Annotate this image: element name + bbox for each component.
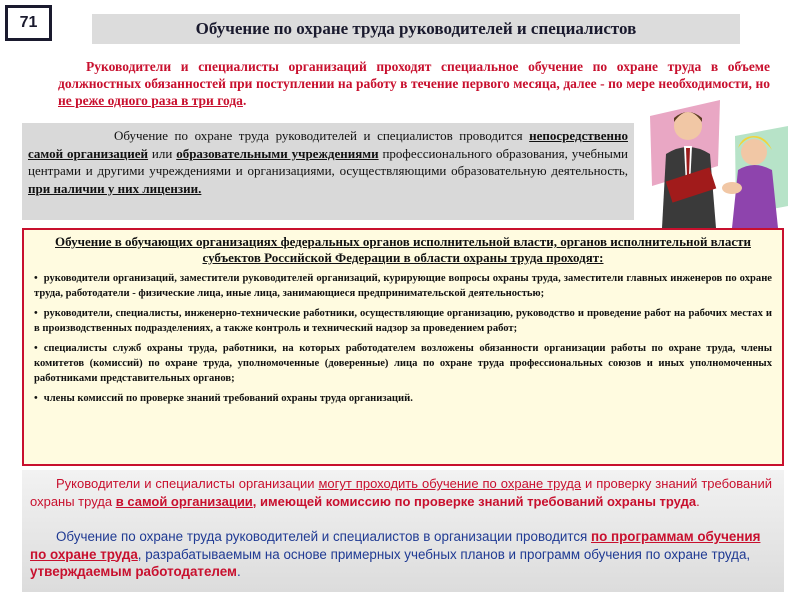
yellow-info-box [22,228,784,466]
gray-info-box [22,123,634,220]
list-item: • руководители, специалисты, инженерно-технические работники, осуществляющие организацию, руководство и проведение работ на рабочих местах и в производственных подразделениях, а также контроль и технический надзор за проведением работ; [34,307,772,336]
slide-number: 71 [5,5,52,41]
red-paragraph: Руководители и специалисты организации могут проходить обучение по охране труда и проверку знаний требований охраны труда в самой организации, имеющей комиссию по проверке знаний требований охраны труда. [30,476,772,509]
training-list [34,272,772,407]
page-title: Обучение по охране труда руководителей и специалистов [92,14,740,44]
two-people-reading-book-icon [640,96,788,228]
blue-paragraph: Обучение по охране труда руководителей и специалистов в организации проводится по программам обучения по охране труда, разрабатываемым на основе примерных учебных планов и программ обучения по охране труда, утверждаемым работодателем. [30,529,761,579]
yellow-box-heading: Обучение в обучающих организациях федеральных органов исполнительной власти, органов исполнительной власти субъектов Российской Федерации в области охраны труда проходят: [55,234,751,265]
intro-underlined: не реже одного раза в три года [58,93,243,108]
intro-paragraph: Руководители и специалисты организаций проходят специальное обучение по охране труда в объеме должностных обязанностей при поступлении на работу в течение первого месяца, далее - по мере необходимости, но не реже одного раза в три года. [58,59,770,108]
list-item: • специалисты служб охраны труда, работники, на которых работодателем возложены обязанности организации работы по охране труда, члены комитетов (комиссий) по охране труда, уполномоченные (доверенные) лица по охране труда профессиональных союзов и иных уполномоченных работниками представительных органов; [34,342,772,386]
list-item: • члены комиссий по проверке знаний требований охраны труда организаций. [34,392,772,407]
list-item: • руководители организаций, заместители руководителей организаций, курирующие вопросы охраны труда, заместители главных инженеров по охране труда, работодатели - физические лица, иные лица, занимающиеся предпринимательской деятельностью; [34,272,772,301]
gray-box-text: Обучение по охране труда руководителей и специалистов проводится непосредственно самой организацией или образовательными учреждениями профессионального образования, учебными центрами и другими учреждениями и организациями, осуществляющими образовательную деятельность, при наличии у них лицензии. [28,128,629,196]
